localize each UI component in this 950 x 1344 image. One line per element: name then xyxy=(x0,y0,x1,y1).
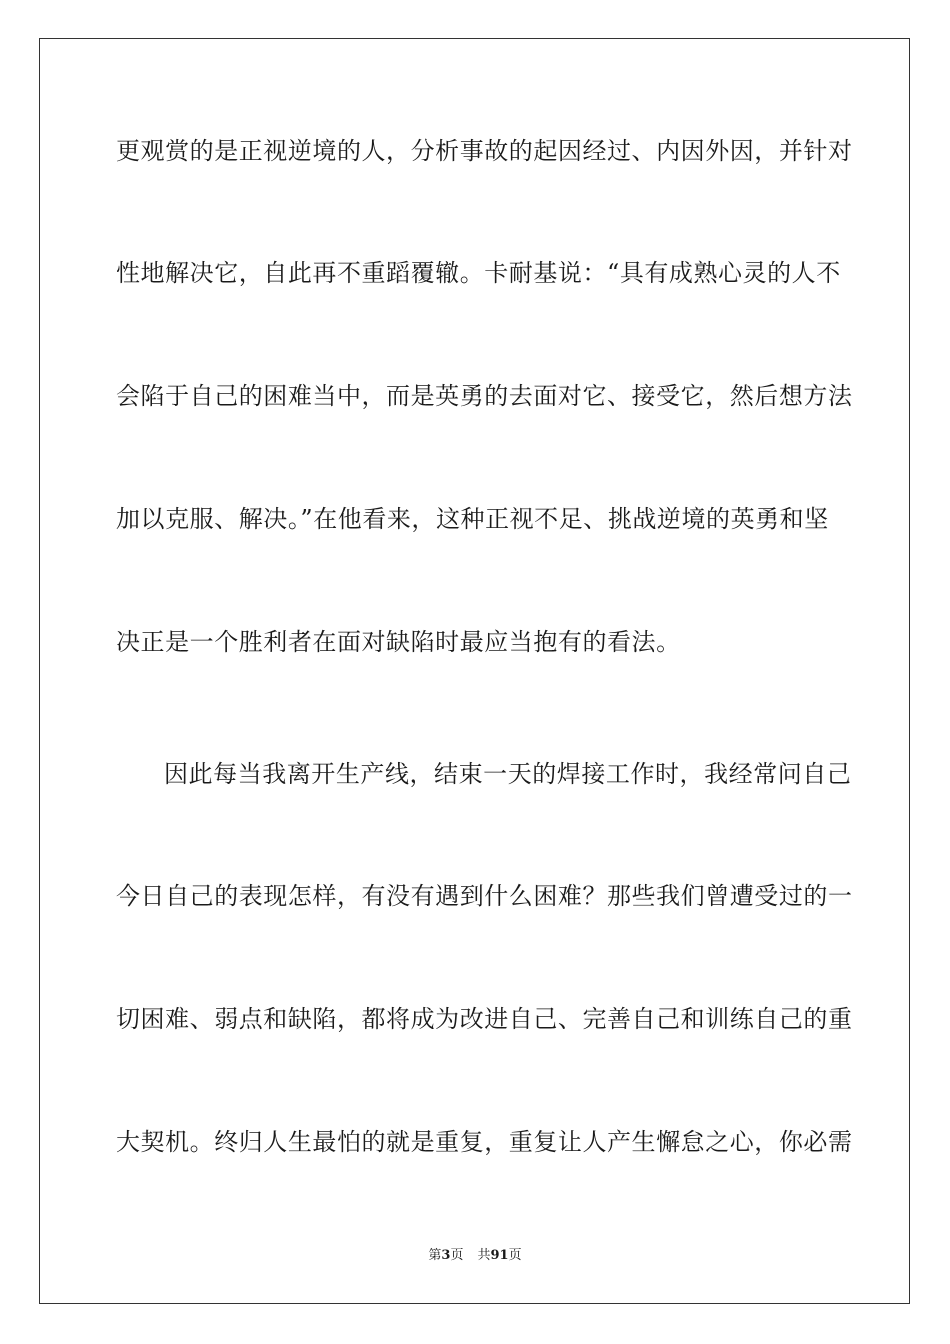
text-line: 切困难、弱点和缺陷，都将成为改进自己、完善自己和训练自己的重 xyxy=(116,1005,853,1033)
page-border xyxy=(39,38,910,1304)
total-pages: 91 xyxy=(490,1248,509,1263)
text-line: 决正是一个胜利者在面对缺陷时最应当抱有的看法。 xyxy=(116,628,681,656)
paragraph-first-line: 因此每当我离开生产线，结束一天的焊接工作时，我经常问自己 xyxy=(164,760,852,788)
text-line: 今日自己的表现怎样，有没有遇到什么困难？那些我们曾遭受过的一 xyxy=(116,882,853,910)
text-line: 会陷于自己的困难当中，而是英勇的去面对它、接受它，然后想方法 xyxy=(116,382,853,410)
page-number: 3 xyxy=(441,1248,451,1263)
total-prefix: 共 xyxy=(477,1248,491,1263)
text-line: 大契机。终归人生最怕的就是重复，重复让人产生懈怠之心，你必需 xyxy=(116,1128,853,1156)
total-suffix: 页 xyxy=(508,1248,522,1263)
page-suffix: 页 xyxy=(450,1248,464,1263)
text-line: 更观赏的是正视逆境的人，分析事故的起因经过、内因外因，并针对 xyxy=(116,137,853,165)
text-line: 性地解决它，自此再不重蹈覆辙。卡耐基说：“具有成熟心灵的人不 xyxy=(116,259,841,287)
text-line: 加以克服、解决。”在他看来，这种正视不足、挑战逆境的英勇和坚 xyxy=(116,505,829,533)
page-prefix: 第 xyxy=(428,1248,442,1263)
page-footer xyxy=(0,1247,950,1265)
